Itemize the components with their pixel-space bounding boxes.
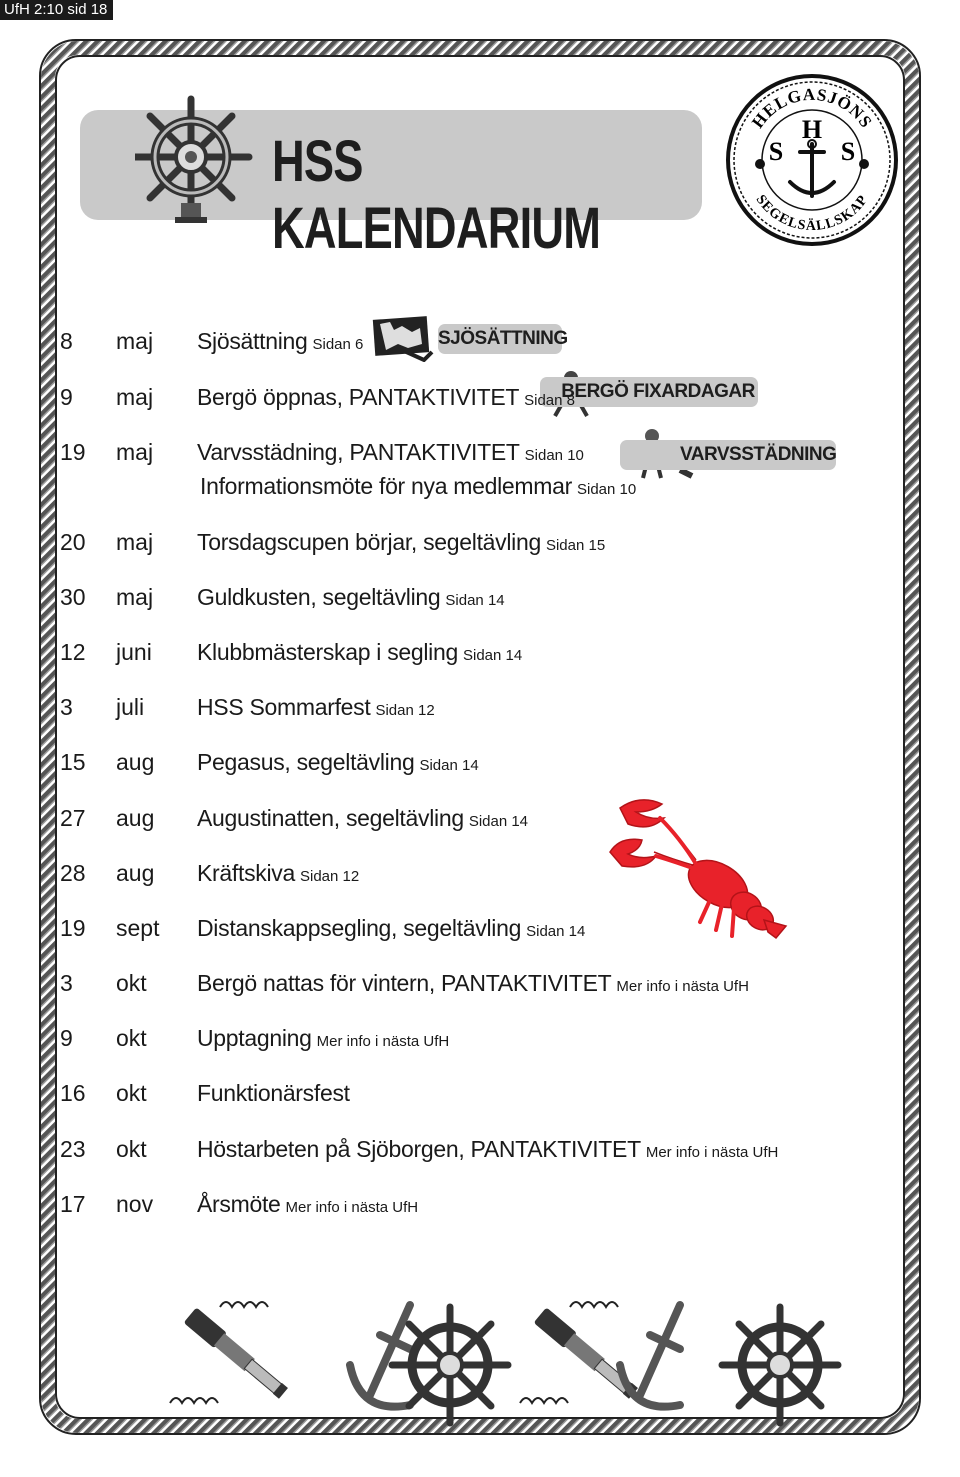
club-logo-icon (724, 72, 900, 248)
event-day: 16 (60, 1080, 86, 1106)
event-description (197, 1023, 449, 1057)
event-title: Kräftskiva (197, 860, 295, 886)
event-page-ref: Sidan 14 (526, 923, 586, 940)
event-description (197, 382, 575, 416)
bottom-decoration (150, 1285, 850, 1435)
event-month: aug (116, 860, 155, 886)
event-row (0, 803, 960, 843)
logo-bottom-text: SEGELSÄLLSKAP (752, 192, 872, 235)
event-month: juli (116, 694, 145, 720)
event-day: 9 (60, 1025, 73, 1051)
event-month: okt (116, 1136, 147, 1162)
event-page-ref: Sidan 14 (445, 592, 505, 609)
event-description (197, 692, 435, 726)
event-description (197, 637, 522, 671)
event-page-ref: Sidan 14 (419, 757, 479, 774)
event-page-ref: Sidan 12 (299, 868, 360, 885)
event-title: Årsmöte (197, 1191, 281, 1217)
event-month: okt (116, 1080, 147, 1106)
ship-wheel-icon (722, 1307, 838, 1423)
event-row (0, 747, 960, 787)
pill-bergo-fixardagar: BERGÖ FIXARDAGAR (540, 377, 758, 407)
event-day: 15 (60, 749, 86, 775)
event-row (0, 913, 960, 953)
event-description (197, 326, 363, 360)
event-month: maj (116, 328, 154, 354)
event-page-ref: Sidan 14 (468, 813, 529, 830)
event-title: Upptagning (197, 1025, 312, 1051)
event-page-ref: Sidan 14 (462, 647, 523, 664)
event-month: aug (116, 805, 155, 831)
event-title: Höstarbeten på Sjöborgen, PANTAKTIVITET (197, 1136, 641, 1162)
spyglass-icon (184, 1307, 290, 1401)
event-row (0, 1189, 960, 1229)
svg-text:SEGELSÄLLSKAP (753, 192, 872, 234)
event-title: Funktionärsfest (197, 1080, 350, 1106)
event-row (0, 968, 960, 1008)
event-day: 30 (60, 584, 86, 610)
event-page-ref: Mer info i nästa UfH (285, 1199, 419, 1216)
event-page-ref: Sidan 12 (375, 702, 435, 719)
event-description (197, 437, 636, 505)
event-description (197, 1134, 778, 1168)
event-description (197, 582, 505, 616)
event-month: okt (116, 970, 147, 996)
event-page-ref: Sidan 15 (545, 537, 606, 554)
event-day: 28 (60, 860, 86, 886)
event-day: 9 (60, 384, 73, 410)
event-page-ref: Mer info i nästa UfH (645, 1144, 779, 1161)
event-day: 3 (60, 970, 73, 996)
event-description (197, 968, 749, 1002)
event-title: Torsdagscupen börjar, segeltävling (197, 529, 541, 555)
event-description (197, 1078, 355, 1112)
event-month: maj (116, 529, 154, 555)
event-title: Bergö öppnas, PANTAKTIVITET (197, 384, 520, 410)
event-month: maj (116, 384, 154, 410)
event-month: aug (116, 749, 155, 775)
logo-top-text: HELGASJÖNS (748, 84, 877, 132)
event-title: Pegasus, segeltävling (197, 749, 415, 775)
event-month: nov (116, 1191, 154, 1217)
event-description (197, 747, 479, 781)
event-day: 19 (60, 915, 86, 941)
event-row (0, 1023, 960, 1063)
lobster-icon (600, 790, 790, 940)
event-row (0, 437, 960, 499)
pill-varvsstadning: VARVSSTÄDNING (620, 440, 836, 470)
pill-sjosattning: SJÖSÄTTNING (438, 324, 562, 354)
event-day: 17 (60, 1191, 86, 1217)
logo-letter-s1: S (768, 137, 784, 166)
event-title: Distanskappsegling, segeltävling (197, 915, 522, 941)
event-title: Bergö nattas för vintern, PANTAKTIVITET (197, 970, 612, 996)
event-page-ref-2: Sidan 10 (577, 481, 637, 498)
page-header-tag: UfH 2:10 sid 18 (0, 0, 113, 20)
anchor-icon (620, 1305, 680, 1407)
event-title: HSS Sommarfest (197, 694, 371, 720)
event-month: juni (116, 639, 152, 665)
event-month: maj (116, 439, 154, 465)
event-row (0, 382, 960, 422)
event-description (197, 803, 528, 837)
event-day: 27 (60, 805, 86, 831)
event-description (197, 858, 359, 892)
event-row (0, 582, 960, 622)
event-day: 23 (60, 1136, 86, 1162)
anchor-icon (350, 1305, 410, 1407)
event-row (0, 692, 960, 732)
logo-letter-s2: S (840, 137, 856, 166)
event-page-ref: Sidan 8 (524, 392, 575, 409)
event-title: Guldkusten, segeltävling (197, 584, 441, 610)
event-row (0, 1078, 960, 1118)
event-row (0, 858, 960, 898)
event-day: 20 (60, 529, 86, 555)
event-description (197, 1189, 418, 1223)
event-page-ref: Sidan 6 (312, 336, 364, 353)
event-row (0, 1134, 960, 1174)
event-title: Varvsstädning, PANTAKTIVITET (197, 439, 520, 465)
event-month: sept (116, 915, 160, 941)
event-title: Klubbmästerskap i segling (197, 639, 458, 665)
page-title: HSS KALENDARIUM (272, 129, 601, 261)
event-row (0, 527, 960, 567)
event-month: okt (116, 1025, 147, 1051)
event-page-ref: Sidan 10 (524, 447, 584, 464)
event-description (197, 527, 605, 561)
event-day: 8 (60, 328, 73, 354)
logo-letter-h: H (801, 115, 823, 144)
ship-wheel-icon (392, 1307, 508, 1423)
event-title-2: Informationsmöte för nya medlemmar (200, 473, 572, 499)
event-day: 3 (60, 694, 73, 720)
event-row (0, 637, 960, 677)
event-row (0, 326, 960, 366)
event-month: maj (116, 584, 154, 610)
ship-wheel-icon (135, 95, 255, 225)
event-page-ref: Mer info i nästa UfH (316, 1033, 450, 1050)
event-page-ref: Mer info i nästa UfH (616, 978, 749, 995)
event-day: 12 (60, 639, 86, 665)
event-title: Sjösättning (197, 328, 308, 354)
event-day: 19 (60, 439, 86, 465)
event-description (197, 913, 585, 947)
event-title: Augustinatten, segeltävling (197, 805, 464, 831)
